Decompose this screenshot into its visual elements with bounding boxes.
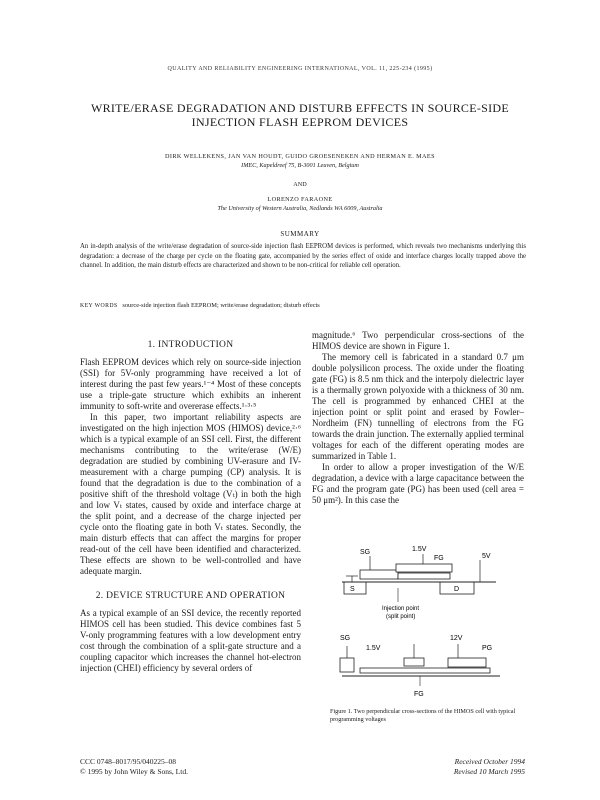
keywords-line: [80, 302, 526, 309]
fig-label-15v-bottom: 1.5V: [366, 645, 381, 652]
intro-paragraph-1: Flash EEPROM devices which rely on source-side injection (SSI) for 5V-only programming have received a lot of interest during the past few years.¹⁻⁴ Most of these concepts use a triple-gate structure which exhibits an inherent immunity to soft-write and overerase effects.¹·³·⁵: [80, 357, 301, 411]
footer-revised: Revised 10 March 1995: [453, 767, 525, 776]
fig-label-sg-bottom: SG: [340, 635, 351, 642]
fig-label-pg: PG: [482, 645, 493, 652]
select-gate-bottom: [340, 658, 354, 672]
journal-header: QUALITY AND RELIABILITY ENGINEERING INTERNATIONAL, VOL. 11, 225-234 (1995): [167, 66, 433, 72]
fig-label-5v: 5V: [482, 553, 491, 560]
footer-copyright: © 1995 by John Wiley & Sons, Ltd.: [80, 767, 188, 776]
keywords-text: source-side injection flash EEPROM; write/erase degradation; disturb effects: [122, 302, 320, 309]
device-heading: 2. DEVICE STRUCTURE AND OPERATION: [95, 591, 286, 601]
author-list: DIRK WELLEKENS, JAN VAN HOUDT, GUIDO GROESENEKEN AND HERMAN E. MAES: [165, 153, 435, 160]
floating-gate-bottom: [360, 668, 490, 673]
fig-label-sg-top: SG: [360, 549, 371, 556]
fig-label-fg-top: FG: [434, 555, 444, 562]
cross-section-diagram: [330, 540, 510, 700]
fig-label-15v-top: 1.5V: [412, 546, 427, 553]
right-paragraph-2: The memory cell is fabricated in a standard 0.7 μm double polysilicon process. The oxide under the floating gate (FG) is 8.5 nm thick and the interpoly dielectric layer is a thermally grown polyoxide with a thickness of 30 nm. The cell is programmed by enhanced CHEI at the injection point or split point and erased by Fowler–Nordheim (FN) tunnelling of electrons from the FG towards the drain junction. The externally applied terminal voltages for each of the different operating modes are summarized in Table 1.: [312, 352, 524, 461]
fig-label-split-point: (split point): [386, 614, 416, 620]
right-column: [312, 330, 524, 506]
device-paragraph-1: As a typical example of an SSI device, the recently reported HIMOS cell has been studied. This device combines fast 5 V-only programming features with a low development entry cost through the combination of a split-gate structure and a coupling capacitor which increases the channel hot-electron injection (CHEI) efficiency by several orders of: [80, 608, 301, 673]
intro-paragraph-2: In this paper, two important reliability aspects are investigated on the high injection MOS (HIMOS) device,²·⁶ which is a typical example of an SSI cell. First, the different mechanisms contributing to the write/erase (W/E) degradation are studied by combining UV-erasure and IV-measurement with a charge pumping (CP) analysis. It is found that the degradation is due to the combination of a positive shift of the threshold voltage (Vₜ) in both the high and low Vₜ states, caused by oxide and interface charge at the split point, and a decrease of the charge injected per cycle onto the floating gate in both Vₜ states. Secondly, the main disturb effects that can affect the margins for proper read-out of the cell have been identified and characterized. These effects are shown to be well-controlled and have adequate margin.: [80, 412, 301, 576]
floating-gate-shape: [398, 573, 450, 579]
control-gate-shape: [396, 564, 452, 572]
author-affiliation-second: The University of Western Australia, Nedlands WA 6009, Australia: [217, 205, 383, 212]
left-column: [80, 340, 301, 674]
bottom-cross-section: [340, 635, 500, 698]
select-gate-shape: [360, 570, 398, 579]
fig-label-injection: Injection point: [382, 606, 420, 612]
top-cross-section: [342, 546, 496, 620]
footer-left: [80, 757, 188, 777]
intro-heading: 1. INTRODUCTION: [147, 340, 234, 350]
author-affiliation: IMEC, Kapeldreef 75, B-3001 Leuven, Belgium: [241, 162, 359, 169]
figure-1: [330, 540, 510, 698]
right-paragraph-1: magnitude.⁶ Two perpendicular cross-sections of the HIMOS device are shown in Figure 1.: [312, 330, 524, 351]
source-region: [344, 582, 366, 594]
fig-label-12v: 12V: [450, 635, 463, 642]
footer-right: [360, 757, 525, 777]
control-gate-bottom: [404, 658, 424, 666]
right-paragraph-3: In order to allow a proper investigation of the W/E degradation, a device with a large capacitance between the FG and the program gate (PG) has been used (cell area = 50 μm²). In this case the: [312, 462, 524, 505]
author-conjunction: AND: [293, 181, 307, 188]
author-list-second: LORENZO FARAONE: [267, 196, 333, 203]
footer-received: Received October 1994: [454, 757, 525, 766]
program-gate-bottom: [448, 658, 486, 667]
fig-label-d: D: [454, 586, 460, 593]
keywords-label: KEY WORDS: [80, 303, 118, 309]
paper-title: WRITE/ERASE DEGRADATION AND DISTURB EFFECTS IN SOURCE-SIDE INJECTION FLASH EEPROM DEVICES: [90, 101, 510, 129]
fig-label-s: S: [350, 586, 355, 593]
figure-caption: Figure 1. Two perpendicular cross-sections of the HIMOS cell with typical programming voltages: [330, 708, 516, 723]
summary-text: An in-depth analysis of the write/erase degradation of source-side injection flash EEPROM devices is performed, which reveals two mechanisms underlying this degradation: a decrease of the charge per cycle on the floating gate, accompanied by the series effect of oxide and interface charges locally trapped above the channel. In addition, the main disturb effects are characterized and shown to be non-critical for reliable cell operation.: [80, 243, 526, 269]
footer-ccc: CCC 0748–8017/95/040225–08: [80, 757, 177, 766]
summary-heading: SUMMARY: [280, 230, 320, 238]
fig-label-fg-bottom: FG: [414, 691, 424, 698]
